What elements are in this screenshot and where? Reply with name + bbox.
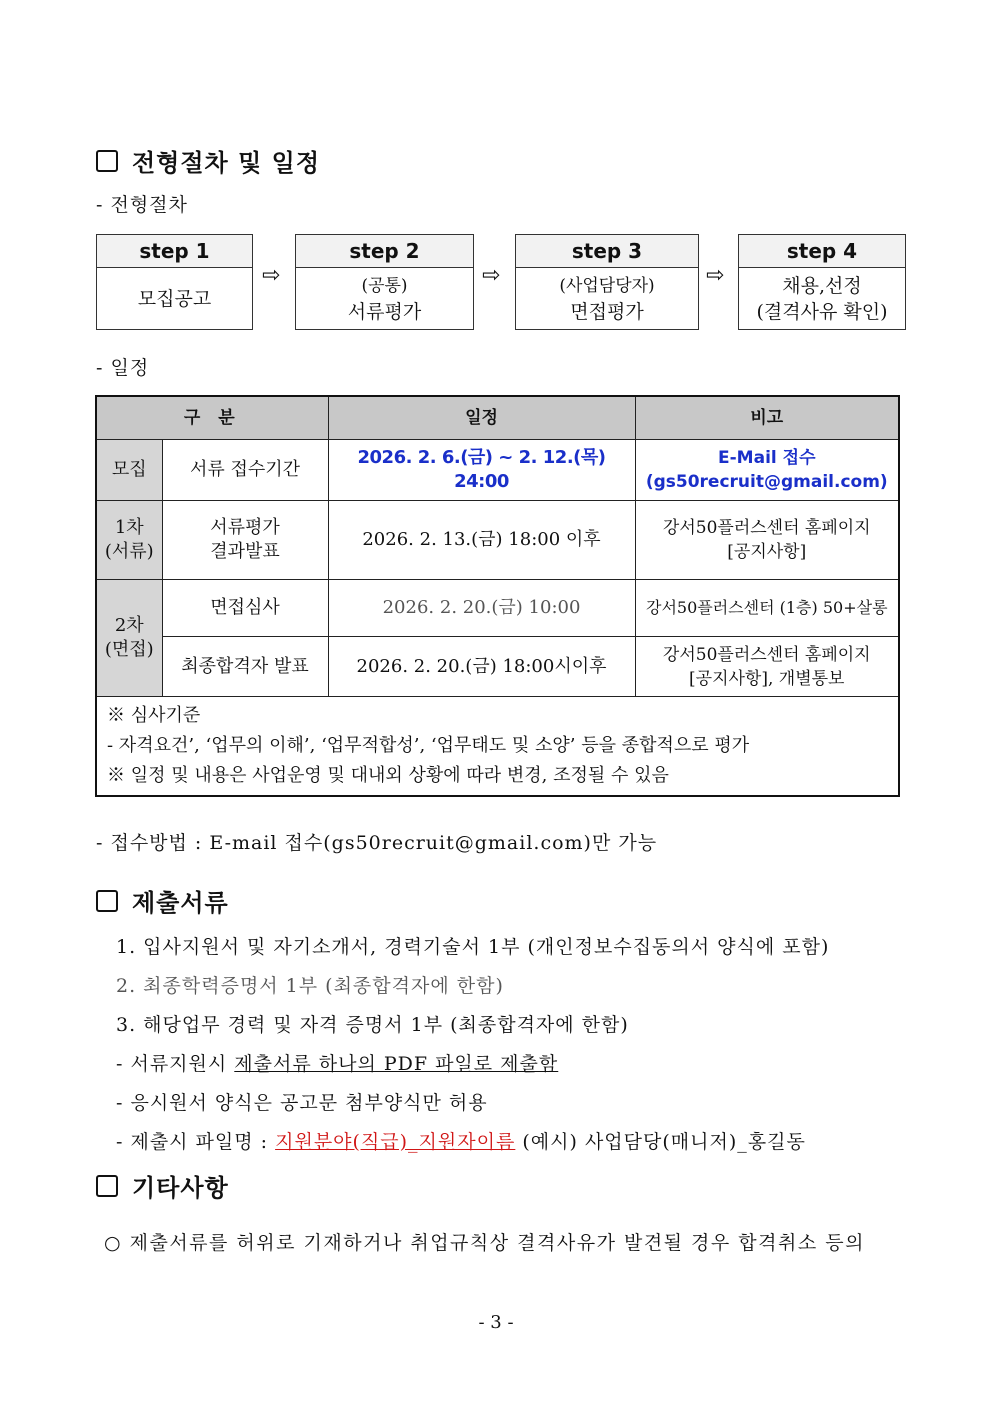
- note-line-2: - 자격요건’, ‘업무의 이해’, ‘업무적합성’, ‘업무태도 및 소양’ 등을 종합적으로 평가: [107, 735, 750, 756]
- note-prefix: - 제출시 파일명 :: [116, 1131, 276, 1153]
- row3-note: 강서50플러스센터 (1층) 50+살롱: [635, 580, 899, 637]
- row1-date: 2026. 2. 6.(금) ~ 2. 12.(목) 24:00: [328, 440, 635, 501]
- document-note-3: [116, 1127, 806, 1154]
- section-title-text: 전형절차 및 일정: [132, 149, 320, 177]
- section-title-text: 제출서류: [132, 889, 229, 917]
- step-3-text-1: (사업담당자): [559, 276, 655, 296]
- row2-category-2: (서류): [104, 541, 154, 562]
- row2-item: [162, 501, 328, 580]
- pdf-requirement: 제출서류 하나의 PDF 파일로 제출함: [234, 1053, 559, 1075]
- row3-category-1: 2차: [114, 615, 144, 636]
- step-3-text-2: 면접평가: [570, 301, 644, 323]
- table-header-row: [96, 396, 899, 440]
- note-line-1: ※ 심사기준: [107, 705, 201, 726]
- document-item-3: 3. 해당업무 경력 및 자격 증명서 1부 (최종합격자에 한함): [116, 1014, 629, 1036]
- procedure-label: - 전형절차: [96, 194, 188, 216]
- header-date: 일정: [328, 396, 635, 440]
- arrow-right-icon: ⇨: [706, 263, 725, 288]
- step-2-text-1: (공통): [361, 276, 408, 296]
- step-2-label: step 2: [296, 235, 473, 268]
- table-row: [96, 637, 899, 697]
- step-4-box: [738, 234, 906, 330]
- arrow-right-icon: ⇨: [482, 263, 501, 288]
- step-2-text-2: 서류평가: [347, 301, 422, 323]
- table-row: [96, 440, 899, 501]
- document-note-2: - 응시원서 양식은 공고문 첨부양식만 허용: [116, 1092, 488, 1114]
- section-title-other: [96, 1168, 229, 1203]
- row2-note-2: [공지사항]: [727, 542, 807, 562]
- table-notes: [96, 697, 899, 797]
- row4-note: [635, 637, 899, 697]
- step-3-label: step 3: [516, 235, 698, 268]
- document-item-1: 1. 입사지원서 및 자기소개서, 경력기술서 1부 (개인정보수집동의서 양식에 포함): [116, 936, 830, 958]
- row4-note-1: 강서50플러스센터 홈페이지: [662, 644, 871, 665]
- row3-category: [96, 580, 162, 697]
- checkbox-icon: [96, 150, 118, 172]
- row2-item-2: 결과발표: [210, 541, 280, 562]
- step-3-box: [515, 234, 699, 330]
- row4-date: 2026. 2. 20.(금) 18:00시이후: [328, 637, 635, 697]
- header-category: 구 분: [96, 396, 328, 440]
- row2-date: 2026. 2. 13.(금) 18:00 이후: [328, 501, 635, 580]
- row3-date: 2026. 2. 20.(금) 10:00: [328, 580, 635, 637]
- row1-note-2: (gs50recruit@gmail.com): [645, 472, 888, 492]
- row2-note-1: 강서50플러스센터 홈페이지: [662, 518, 871, 538]
- step-1-text: 모집공고: [137, 288, 212, 310]
- step-1-label: step 1: [97, 235, 252, 268]
- step-4-text-2: (결격사유 확인): [756, 301, 888, 323]
- row4-item: 최종합격자 발표: [162, 637, 328, 697]
- section-title-documents: [96, 883, 229, 918]
- row3-category-2: (면접): [104, 639, 154, 660]
- row2-note: [635, 501, 899, 580]
- table-notes-row: [96, 697, 899, 797]
- row3-item: 면접심사: [162, 580, 328, 637]
- table-row: [96, 501, 899, 580]
- row4-note-2: [공지사항], 개별통보: [689, 668, 845, 689]
- row2-category-1: 1차: [114, 517, 144, 538]
- row2-category: [96, 501, 162, 580]
- note-line-3: ※ 일정 및 내용은 사업운영 및 대내외 상황에 따라 변경, 조정될 수 있음: [107, 765, 669, 786]
- arrow-right-icon: ⇨: [262, 263, 281, 288]
- note-prefix: - 서류지원시: [116, 1053, 235, 1075]
- row1-item: 서류 접수기간: [162, 440, 328, 501]
- step-4-text-1: 채용,선정: [782, 275, 862, 297]
- other-bullet: ○ 제출서류를 허위로 기재하거나 취업규칙상 결격사유가 발견될 경우 합격취소 등의: [104, 1232, 865, 1254]
- schedule-table: [95, 395, 900, 797]
- row1-note-1: E-Mail 접수: [718, 448, 816, 468]
- checkbox-icon: [96, 1175, 118, 1197]
- page-number: - 3 -: [478, 1312, 514, 1333]
- section-title-text: 기타사항: [132, 1174, 229, 1202]
- step-4-label: step 4: [739, 235, 905, 268]
- document-note-1: [116, 1049, 558, 1076]
- row1-category: 모집: [96, 440, 162, 501]
- row1-note: [635, 440, 899, 501]
- receipt-method: - 접수방법 : E-mail 접수(gs50recruit@gmail.com)만 가능: [96, 832, 658, 854]
- section-title-procedure: [96, 143, 320, 178]
- step-2-box: [295, 234, 474, 330]
- header-note: 비고: [635, 396, 899, 440]
- table-row: [96, 580, 899, 637]
- step-1-box: [96, 234, 253, 330]
- row2-item-1: 서류평가: [210, 517, 280, 538]
- schedule-label: - 일정: [96, 357, 150, 379]
- filename-format: 지원분야(직급)_지원자이름: [275, 1131, 516, 1153]
- document-item-2: 2. 최종학력증명서 1부 (최종합격자에 한함): [116, 975, 504, 997]
- filename-example: (예시) 사업담당(매니저)_홍길동: [515, 1131, 806, 1153]
- checkbox-icon: [96, 890, 118, 912]
